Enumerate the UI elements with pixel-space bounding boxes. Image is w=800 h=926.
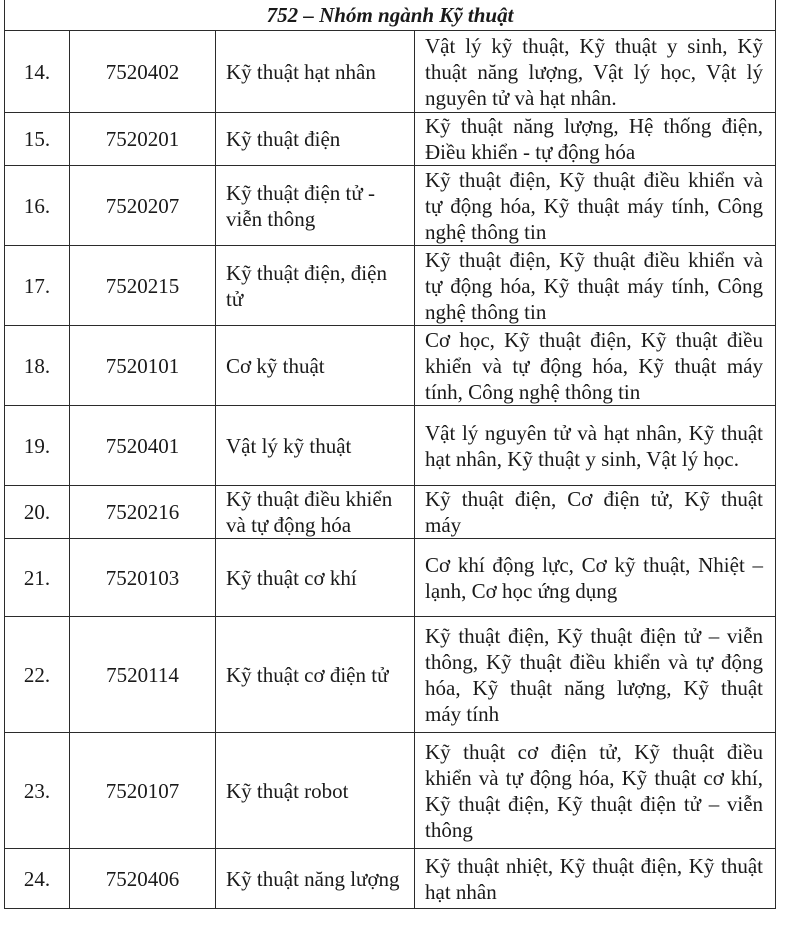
- table-row: [5, 246, 776, 326]
- related-majors: Cơ học, Kỹ thuật điện, Kỹ thuật điều khiển và tự động hóa, Kỹ thuật máy tính, Công nghệ thông tin: [415, 326, 776, 406]
- major-name: Kỹ thuật năng lượng: [216, 849, 415, 909]
- major-code: 7520216: [70, 486, 216, 539]
- row-number: 19.: [5, 406, 70, 486]
- group-header-row: [5, 0, 776, 31]
- table-row: [5, 486, 776, 539]
- major-name: Vật lý kỹ thuật: [216, 406, 415, 486]
- table-row: [5, 539, 776, 617]
- major-name: Kỹ thuật cơ khí: [216, 539, 415, 617]
- major-name: Kỹ thuật hạt nhân: [216, 31, 415, 113]
- table-row: [5, 617, 776, 733]
- group-header: 752 – Nhóm ngành Kỹ thuật: [5, 0, 776, 31]
- major-code: 7520201: [70, 113, 216, 166]
- row-number: 18.: [5, 326, 70, 406]
- table-row: [5, 113, 776, 166]
- major-name: Kỹ thuật điện: [216, 113, 415, 166]
- major-code: 7520114: [70, 617, 216, 733]
- major-code: 7520406: [70, 849, 216, 909]
- majors-table: [4, 0, 776, 909]
- major-code: 7520107: [70, 733, 216, 849]
- major-name: Kỹ thuật điện tử - viễn thông: [216, 166, 415, 246]
- major-code: 7520103: [70, 539, 216, 617]
- row-number: 20.: [5, 486, 70, 539]
- table-row: [5, 406, 776, 486]
- related-majors: Cơ khí động lực, Cơ kỹ thuật, Nhiệt – lạnh, Cơ học ứng dụng: [415, 539, 776, 617]
- row-number: 22.: [5, 617, 70, 733]
- related-majors: Kỹ thuật nhiệt, Kỹ thuật điện, Kỹ thuật hạt nhân: [415, 849, 776, 909]
- table-row: [5, 166, 776, 246]
- related-majors: Kỹ thuật điện, Kỹ thuật điều khiển và tự động hóa, Kỹ thuật máy tính, Công nghệ thông tin: [415, 246, 776, 326]
- major-code: 7520401: [70, 406, 216, 486]
- related-majors: Kỹ thuật điện, Kỹ thuật điều khiển và tự động hóa, Kỹ thuật máy tính, Công nghệ thông tin: [415, 166, 776, 246]
- major-name: Kỹ thuật điện, điện tử: [216, 246, 415, 326]
- row-number: 24.: [5, 849, 70, 909]
- row-number: 16.: [5, 166, 70, 246]
- table-row: [5, 326, 776, 406]
- related-majors: Kỹ thuật điện, Kỹ thuật điện tử – viễn thông, Kỹ thuật điều khiển và tự động hóa, Kỹ thuật năng lượng, Kỹ thuật máy tính: [415, 617, 776, 733]
- majors-table-body: [5, 0, 776, 909]
- related-majors: Vật lý kỹ thuật, Kỹ thuật y sinh, Kỹ thuật năng lượng, Vật lý học, Vật lý nguyên tử và hạt nhân.: [415, 31, 776, 113]
- related-majors: Kỹ thuật năng lượng, Hệ thống điện, Điều khiển - tự động hóa: [415, 113, 776, 166]
- table-row: [5, 733, 776, 849]
- related-majors: Kỹ thuật điện, Cơ điện tử, Kỹ thuật máy: [415, 486, 776, 539]
- row-number: 23.: [5, 733, 70, 849]
- row-number: 21.: [5, 539, 70, 617]
- major-code: 7520207: [70, 166, 216, 246]
- row-number: 15.: [5, 113, 70, 166]
- row-number: 14.: [5, 31, 70, 113]
- major-name: Cơ kỹ thuật: [216, 326, 415, 406]
- row-number: 17.: [5, 246, 70, 326]
- table-row: [5, 31, 776, 113]
- major-code: 7520402: [70, 31, 216, 113]
- major-code: 7520215: [70, 246, 216, 326]
- major-code: 7520101: [70, 326, 216, 406]
- major-name: Kỹ thuật cơ điện tử: [216, 617, 415, 733]
- major-name: Kỹ thuật điều khiển và tự động hóa: [216, 486, 415, 539]
- table-row: [5, 849, 776, 909]
- related-majors: Kỹ thuật cơ điện tử, Kỹ thuật điều khiển và tự động hóa, Kỹ thuật cơ khí, Kỹ thuật điện, Kỹ thuật điện tử – viễn thông: [415, 733, 776, 849]
- related-majors: Vật lý nguyên tử và hạt nhân, Kỹ thuật hạt nhân, Kỹ thuật y sinh, Vật lý học.: [415, 406, 776, 486]
- major-name: Kỹ thuật robot: [216, 733, 415, 849]
